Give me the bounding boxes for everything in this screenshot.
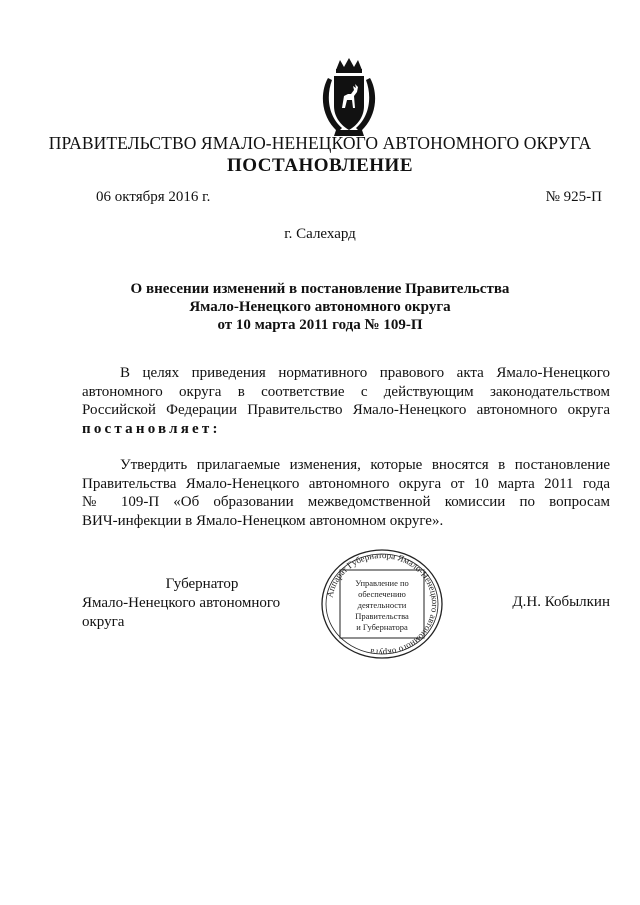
paragraph-line: ВИЧ-инфекции в Ямало-Ненецком автономном округе».: [82, 512, 444, 529]
operative-paragraph: [82, 456, 610, 530]
stamp-seal-icon: [318, 548, 446, 660]
stamp-center-text: и Губернатора: [356, 622, 408, 632]
document-date: 06 октября 2016 г.: [96, 189, 211, 205]
stamp-ring-text: Аппарат Губернатора Ямало-Ненецкого автономного округа: [324, 549, 441, 659]
yanao-coat-of-arms-icon: [318, 56, 380, 138]
signatory-region: Ямало-Ненецкого автономного округа: [82, 595, 281, 630]
paragraph-line: Утвердить прилагаемые изменения, которые вносятся в постановление: [120, 457, 610, 473]
paragraph-line: № 109-П «Об образовании межведомственной комиссии по вопросам: [82, 494, 610, 510]
paragraph-line: автономного округа в соответствие с действующим законодательством: [82, 383, 610, 400]
official-stamp: [318, 548, 446, 660]
document-city: г. Салехард: [284, 226, 356, 242]
stamp-center-text: обеспечению: [358, 589, 406, 599]
stamp-center-text: Управление по: [355, 578, 409, 588]
paragraph-line: Правительства Ямало-Ненецкого автономного округа от 10 марта 2011 года: [82, 475, 610, 492]
signatory-position: [82, 575, 322, 632]
stamp-center-text: Правительства: [355, 611, 409, 621]
paragraph-line: Российской Федерации Правительство Ямало-Ненецкого автономного округа: [82, 402, 610, 418]
paragraph-line: В целях приведения нормативного правового акта Ямало-Ненецкого: [120, 365, 610, 381]
signatory-name: Д.Н. Кобылкин: [512, 594, 610, 610]
decree-keyword: постановляет:: [82, 420, 221, 437]
document-number: № 925-П: [545, 189, 602, 205]
subject-line: Ямало-Ненецкого автономного округа: [189, 299, 451, 315]
subject-line: О внесении изменений в постановление Правительства: [130, 281, 510, 297]
government-name: ПРАВИТЕЛЬСТВО ЯМАЛО-НЕНЕЦКОГО АВТОНОМНОГО ОКРУГА: [48, 133, 592, 153]
coat-of-arms-emblem: [318, 56, 380, 138]
signatory-title: Губернатор: [165, 576, 239, 592]
stamp-center-text: деятельности: [357, 600, 407, 610]
document-subject: [0, 280, 640, 334]
document-type-title: ПОСТАНОВЛЕНИЕ: [226, 155, 414, 176]
preamble-paragraph: [82, 364, 610, 438]
subject-line: от 10 марта 2011 года № 109-П: [217, 317, 423, 333]
